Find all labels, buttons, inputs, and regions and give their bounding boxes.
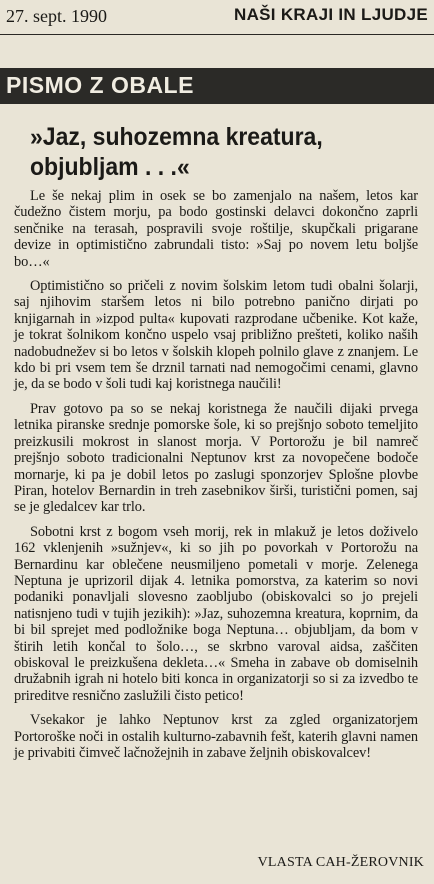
issue-date: 27. sept. 1990 xyxy=(6,6,107,26)
article-paragraph: Optimistično so pričeli z novim šolskim letom tudi obalni šolarji, saj njihovim staršem letos ni bilo potrebno panično dirjati po knjigarnah in »izpod pulta« kupovati razprodane učbenike. Kot kaže, je tokrat šolnikom končno uspelo vsaj približno prešteti, koliko naših nadobudnežev si bo letos v šolskih klopeh polnilo glave z znanjem. Le kdo bi pri vsem tem še drznil tarnati nad nemogočimi cenami, glavno je, da se bodo v šoli tudi kaj koristnega naučili! xyxy=(14,278,418,393)
article-headline: »Jaz, suhozemna kreatura, objubljam . . .« xyxy=(30,123,323,181)
page-header xyxy=(0,0,434,35)
section-name: NAŠI KRAJI IN LJUDJE xyxy=(234,5,428,24)
article-paragraph: Vsekakor je lahko Neptunov krst za zgled organizatorjem Portoroške noči in ostalih kulturno-zabavnih fešt, katerih glavni namen je privabiti čimveč lačnožejnih in zabave željnih obiskovalcev! xyxy=(14,712,418,761)
article-paragraph: Sobotni krst z bogom vseh morij, rek in mlakuž je letos doživelo 162 vklenjenih »sužnjev«, ki so jih po povorkah v Portorožu na Bernardinu kar oblečene neusmiljeno pometali v morje. Zelenega Neptuna je uprizoril dijak 4. letnika pomorstva, za katerim so novi podaniki ponavljali slovesno zaobljubo (obiskovalci so jo prejeli natisnjeno tudi v tujih jezikih): »Jaz, suhozemna kreatura, koprnim, da bi bil sprejet med podložnike boga Neptuna… objubljam, da bom v štirih letih končal to šolo…, se skrbno varoval aidsa, zaščiten obiskoval le preizkušena dekleta…« Smeha in zabave ob domiselnih družabnih igrah ni hotelo biti konca in organizatorji so si za izvedbo te prireditve resnično zaslužili čisto petico! xyxy=(14,523,418,704)
article-paragraph: Le še nekaj plim in osek se bo zamenjalo na našem, letos kar čudežno čistem morju, pa bodo gostinski delavci dokončno zaprli senčnike na terasah, pospravili svoje roštilje, skupčkali prigarane devize in optimistično zabrundali tisto: »Saj po novem letu boljše bo…« xyxy=(14,188,418,270)
article-author: VLASTA CAH-ŽEROVNIK xyxy=(257,855,424,870)
rubric-title: PISMO Z OBALE xyxy=(6,72,194,98)
column-rubric xyxy=(0,68,434,104)
article-body xyxy=(14,188,418,769)
article-paragraph: Prav gotovo pa so se nekaj koristnega že naučili dijaki prvega letnika piranske srednje pomorske šole, ki so prejšnjo soboto temeljito preizkusili mokrost in slanost morja. V Portorožu je bil namreč prejšnjo soboto tradicionalni Neptunov krst za novopečene bodoče mornarje, ki pa je dobil letos po zaslugi sponzorjev Splošne plovbe Piran, hotelov Bernardin in treh zasebnikov širši, turistični pomen, saj se je gledalcev kar trlo. xyxy=(14,400,418,516)
